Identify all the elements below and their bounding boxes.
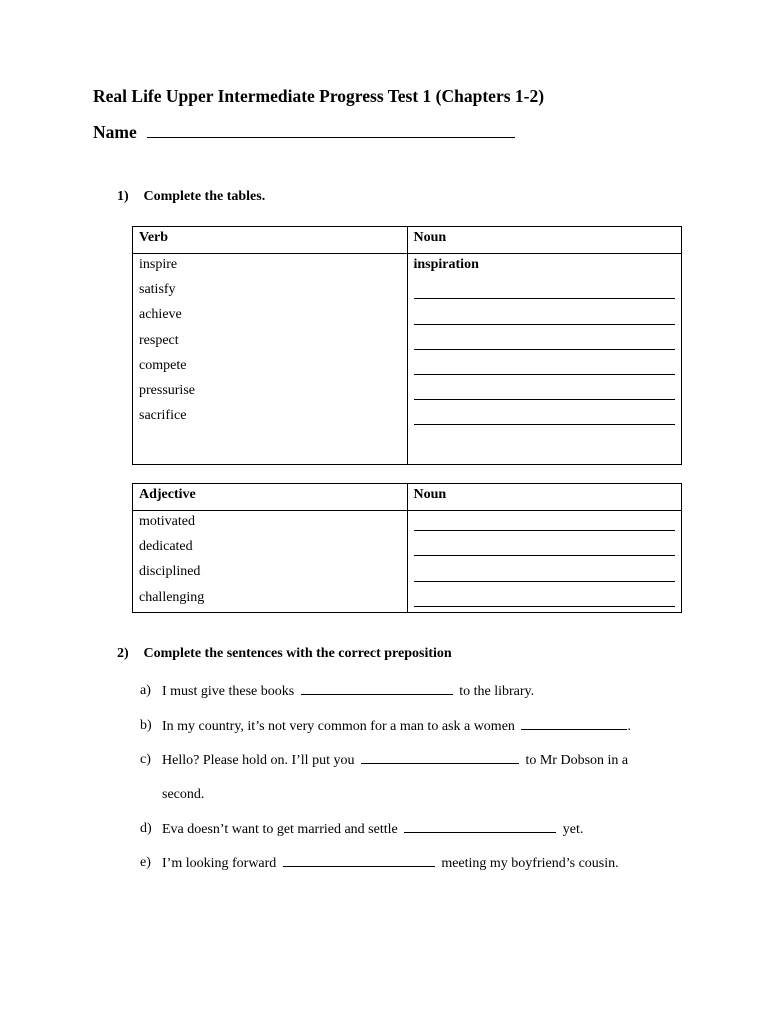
preposition-blank[interactable] [521,715,627,730]
verb-item: sacrifice [139,408,187,424]
verb-column [133,254,408,465]
sentence-text-before: Eva doesn’t want to get married and settle [162,821,398,837]
name-field [93,121,515,143]
adjective-item: challenging [139,589,205,605]
sentence-item [140,852,700,875]
preposition-blank[interactable] [404,818,556,833]
section1-heading [117,189,265,205]
noun-example: inspiration [413,257,479,272]
section1-number: 1) [117,189,129,204]
sentence-text-after: yet. [562,821,584,837]
preposition-blank[interactable] [301,680,453,695]
noun-answer-blank[interactable] [414,511,676,536]
noun-column [407,254,682,465]
sentence-continuation: second. [162,787,205,802]
sentence-letter: a) [140,683,151,698]
verb-item: compete [139,357,187,373]
sentence-item [140,680,700,703]
section1-heading-text: Complete the tables. [143,189,266,204]
adjective-column-header: Adjective [133,484,408,511]
table-header-row [133,227,682,254]
sentence-letter: c) [140,752,151,767]
noun-column-header: Noun [407,484,682,511]
table-header-row [133,484,682,511]
verb-item: satisfy [139,282,176,298]
sentence-letter: d) [140,820,152,836]
noun-answer-blank[interactable] [414,330,676,355]
sentence-text-after: to the library. [459,684,535,699]
sentence-text-after: . [627,718,631,734]
noun-answer-blank[interactable] [414,279,676,304]
name-input-line[interactable] [147,121,515,138]
sentence-item [140,749,700,806]
sentence-letter: b) [140,717,152,733]
section2-number: 2) [117,646,129,661]
sentence-text-before: In my country, it’s not very common for a man to ask a women [162,718,515,734]
noun-answer-blank[interactable] [414,355,676,380]
adjective-noun-table [132,483,682,613]
sentence-text-before: I’m looking forward [162,856,277,871]
section2-heading [117,646,452,662]
verb-item: inspire [139,257,178,272]
name-label: Name [93,122,137,142]
sentence-text-before: I must give these books [162,684,295,699]
noun-answer-blank[interactable] [414,587,676,612]
sentence-text-after: meeting my boyfriend’s cousin. [441,856,619,871]
verb-item: achieve [139,307,182,323]
verb-item: respect [139,332,179,348]
verb-column-header: Verb [133,227,408,254]
table-body-row [133,511,682,613]
sentence-text-after: to Mr Dobson in a [525,753,629,768]
adjective-item: motivated [139,514,195,529]
adjective-column [133,511,408,613]
verb-item: pressurise [139,382,195,398]
sentence-text-before: Hello? Please hold on. I’ll put you [162,753,355,768]
noun-answer-blank[interactable] [414,304,676,329]
noun-answer-blank[interactable] [414,536,676,561]
noun-column-header: Noun [407,227,682,254]
noun-answer-blank[interactable] [414,380,676,405]
noun-answer-blank[interactable] [414,561,676,586]
adjective-item: disciplined [139,564,201,580]
sentence-item [140,818,700,841]
sentence-letter: e) [140,855,151,870]
preposition-blank[interactable] [283,852,435,867]
verb-noun-table [132,226,682,465]
noun-column [407,511,682,613]
adjective-item: dedicated [139,539,193,555]
section2-heading-text: Complete the sentences with the correct preposition [143,646,452,661]
preposition-blank[interactable] [361,749,519,764]
sentence-list [140,680,700,887]
table-body-row [133,254,682,465]
noun-answer-blank[interactable] [414,405,676,430]
sentence-item [140,715,700,738]
page-title: Real Life Upper Intermediate Progress Test 1 (Chapters 1-2) [93,86,545,106]
